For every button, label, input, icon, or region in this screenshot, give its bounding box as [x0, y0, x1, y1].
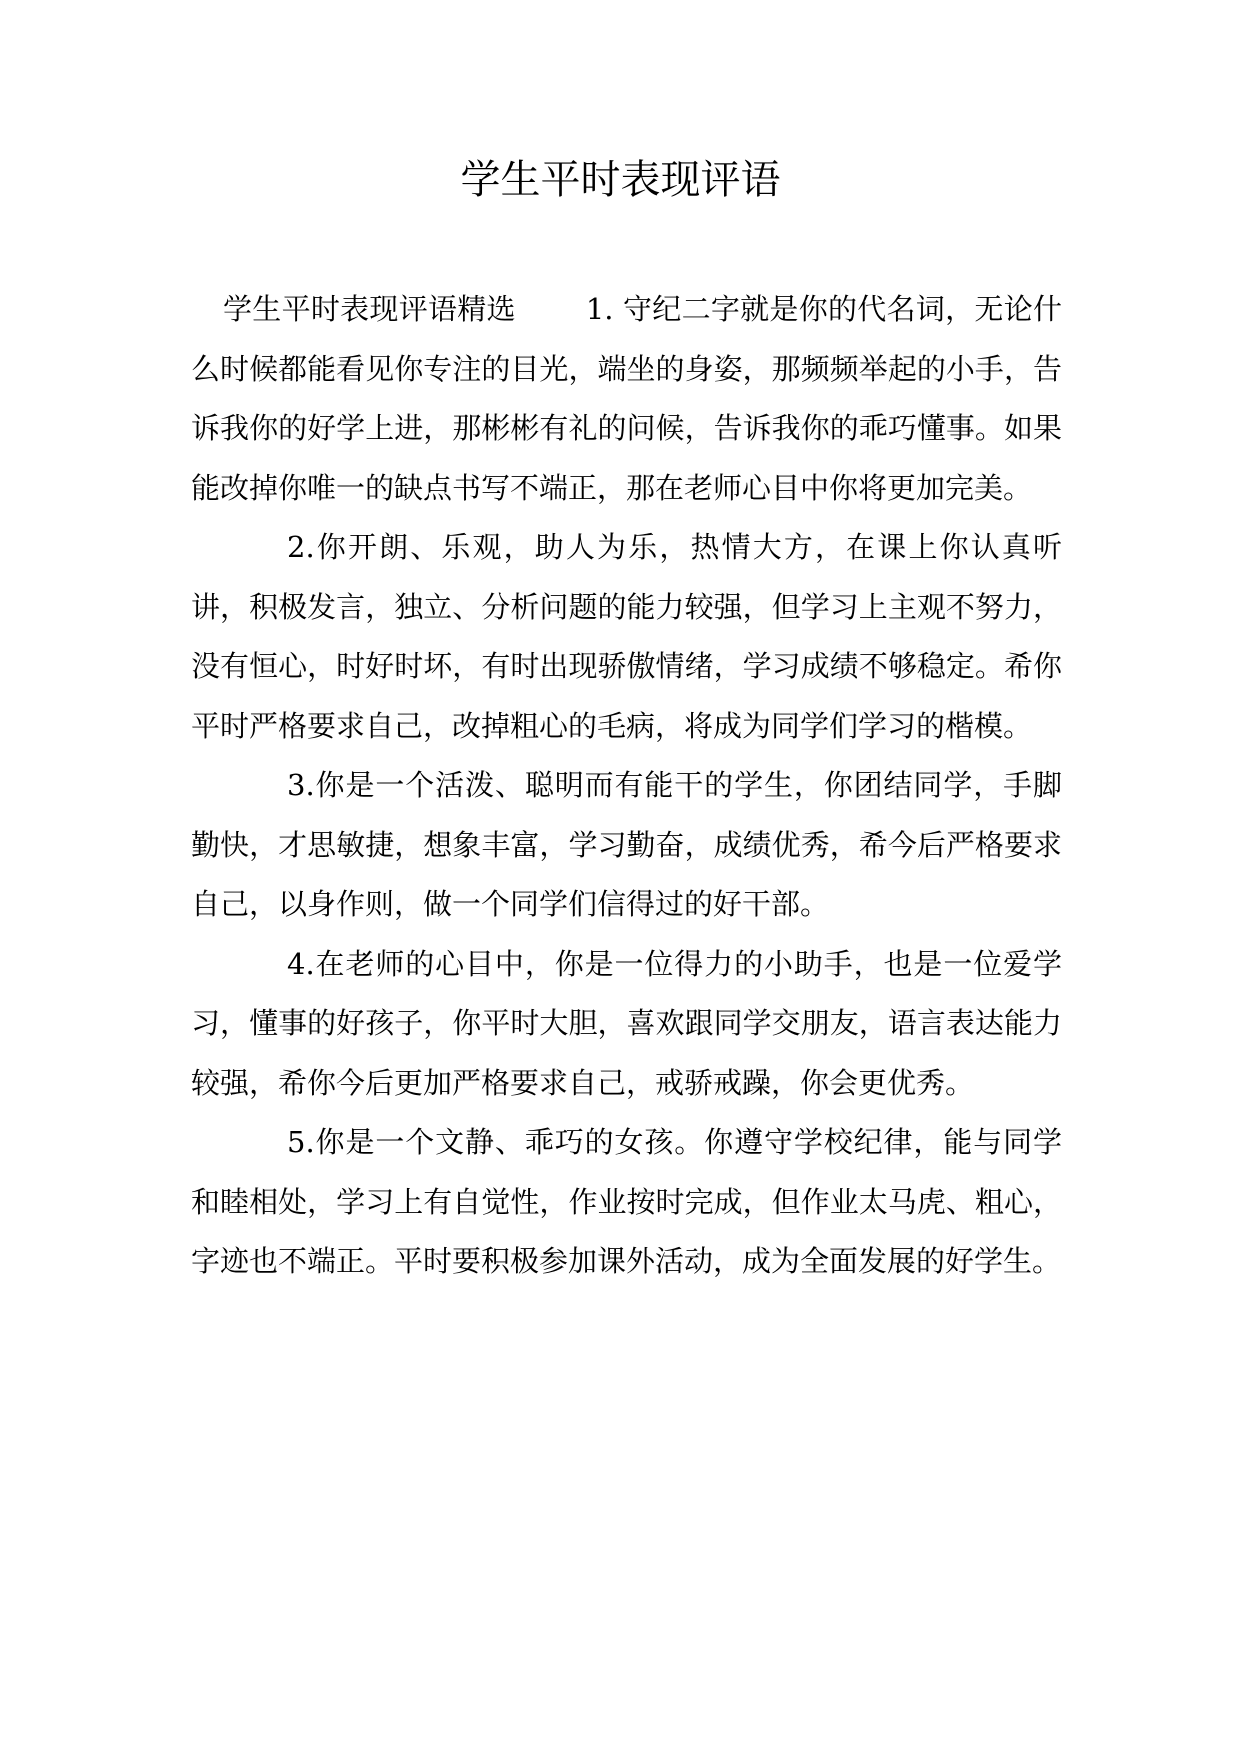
document-body — [191, 280, 1062, 1292]
paragraph-5: 5.你是一个文静、乖巧的女孩。你遵守学校纪律，能与同学和睦相处，学习上有自觉性，作业按时完成，但作业太马虎、粗心，字迹也不端正。平时要积极参加课外活动，成为全面发展的好学生。 — [191, 1125, 1062, 1278]
paragraph-1-text: 1. 守纪二字就是你的代名词，无论什么时候都能看见你专注的目光，端坐的身姿，那频频举起的小手，告诉我你的好学上进，那彬彬有礼的问候，告诉我你的乖巧懂事。如果能改掉你唯一的缺点书写不端正，那在老师心目中你将更加完美。 — [191, 292, 1062, 505]
intro-heading: 学生平时表现评语精选 — [223, 292, 516, 326]
paragraph-2: 2.你开朗、乐观，助人为乐，热情大方，在课上你认真听讲，积极发言，独立、分析问题的能力较强，但学习上主观不努力，没有恒心，时好时坏，有时出现骄傲情绪，学习成绩不够稳定。希你平时严格要求自己，改掉粗心的毛病，将成为同学们学习的楷模。 — [191, 530, 1062, 743]
paragraph-3: 3.你是一个活泼、聪明而有能干的学生，你团结同学，手脚勤快，才思敏捷，想象丰富，学习勤奋，成绩优秀，希今后严格要求自己，以身作则，做一个同学们信得过的好干部。 — [191, 768, 1062, 921]
paragraph-4: 4.在老师的心目中，你是一位得力的小助手，也是一位爱学习，懂事的好孩子，你平时大胆，喜欢跟同学交朋友，语言表达能力较强，希你今后更加严格要求自己，戒骄戒躁，你会更优秀。 — [191, 946, 1062, 1100]
paragraph-intro — [191, 280, 1062, 518]
document-title: 学生平时表现评语 — [460, 157, 781, 203]
